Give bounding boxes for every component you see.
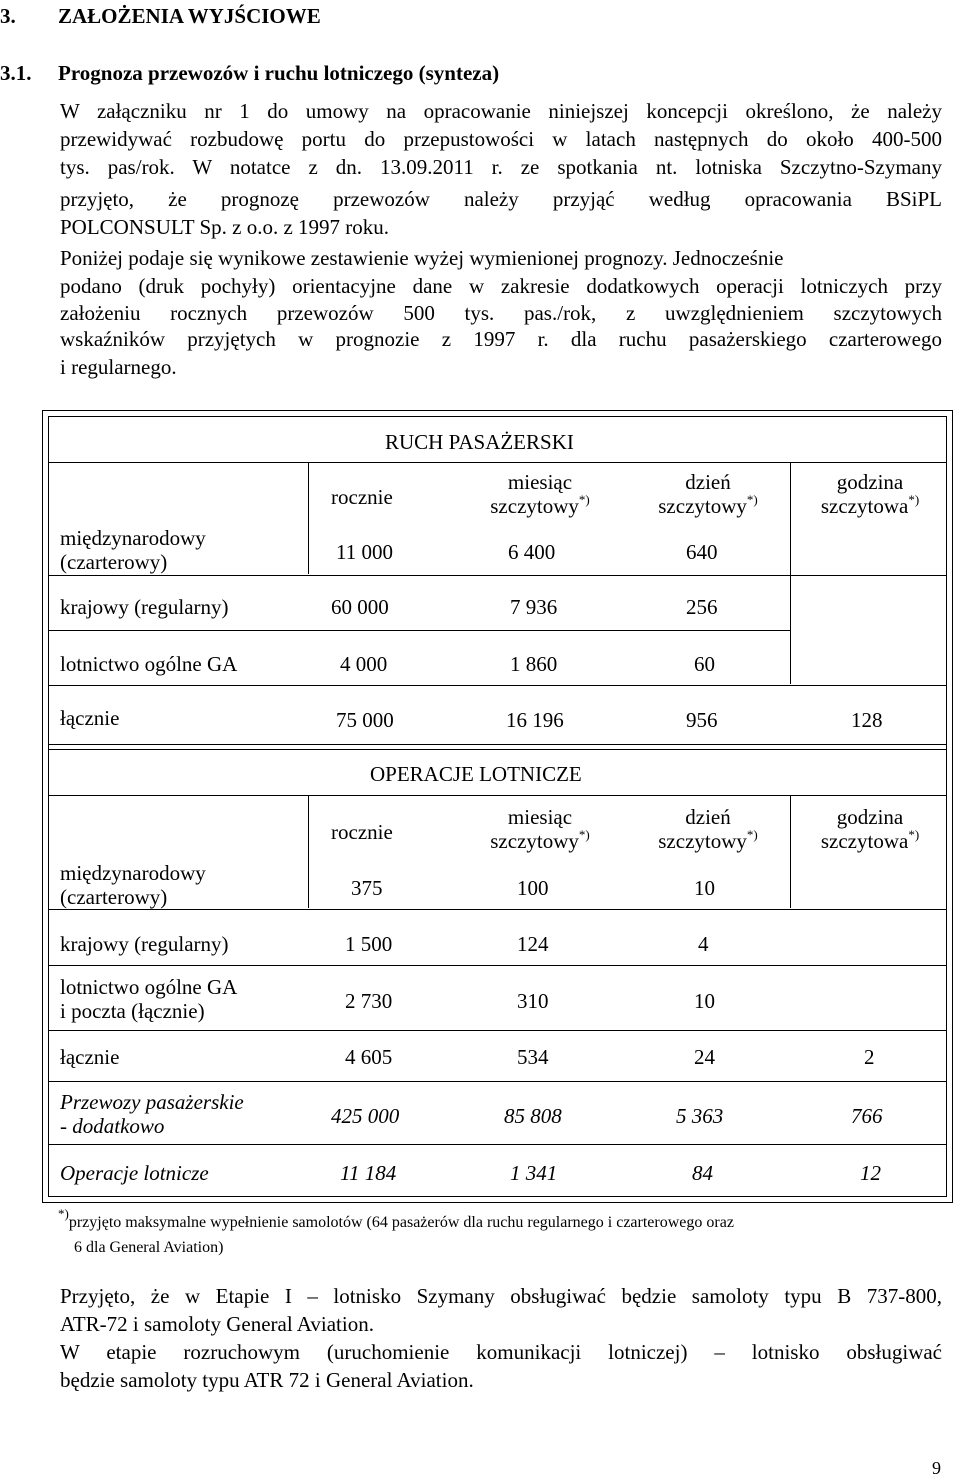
closing-line: będzie samoloty typu ATR 72 i General Aviation. <box>60 1368 474 1392</box>
divider <box>48 795 947 796</box>
intro-line: i regularnego. <box>60 355 177 379</box>
divider <box>790 795 791 908</box>
cell-day: 256 <box>686 595 718 619</box>
intro-line: POLCONSULT Sp. z o.o. z 1997 roku. <box>60 215 390 239</box>
intro-line: Poniżej podaje się wynikowe zestawienie wyżej wymienionej prognozy. Jednocześnie <box>60 246 784 270</box>
cell-annual: 425 000 <box>331 1104 400 1128</box>
subsection-title: Prognoza przewozów i ruchu lotniczego (synteza) <box>58 61 500 85</box>
divider <box>790 575 947 576</box>
divider <box>48 1144 947 1145</box>
cell-hour: 12 <box>860 1161 881 1185</box>
row-label: krajowy (regularny) <box>60 932 229 956</box>
cell-day: 60 <box>694 652 715 676</box>
header-peak-day: dzień szczytowy*) <box>658 805 758 853</box>
closing-line: Przyjęto, że w Etapie I – lotnisko Szymany obsługiwać będzie samoloty typu B 737-800, <box>60 1284 942 1308</box>
row-label: Operacje lotnicze <box>60 1161 209 1185</box>
header-peak-hour: godzina szczytowa*) <box>820 470 920 518</box>
intro-line: założeniu rocznych przewozów 500 tys. pas./rok, z uwzględnieniem szczytowych <box>60 301 942 325</box>
cell-month: 85 808 <box>504 1104 562 1128</box>
page-number: 9 <box>932 1458 941 1478</box>
cell-month: 534 <box>517 1045 549 1069</box>
header-annual: rocznie <box>331 485 393 509</box>
passenger-table-title: RUCH PASAŻERSKI <box>385 430 574 454</box>
cell-day: 5 363 <box>676 1104 724 1128</box>
cell-month: 1 860 <box>510 652 558 676</box>
row-label: międzynarodowy (czarterowy) <box>60 526 206 574</box>
cell-hour: 128 <box>851 708 883 732</box>
cell-day: 10 <box>694 876 715 900</box>
row-label: łącznie <box>60 706 120 730</box>
cell-annual: 1 500 <box>345 932 393 956</box>
cell-hour: 766 <box>851 1104 883 1128</box>
divider <box>48 909 947 910</box>
divider <box>48 685 947 686</box>
cell-annual: 75 000 <box>336 708 394 732</box>
divider <box>48 575 790 576</box>
closing-line: W etapie rozruchowym (uruchomienie komunikacji lotniczej) – lotnisko obsługiwać <box>60 1340 942 1364</box>
divider <box>48 1030 947 1031</box>
cell-day: 24 <box>694 1045 715 1069</box>
section-number: 3. <box>0 4 16 28</box>
cell-annual: 11 000 <box>336 540 393 564</box>
cell-annual: 4 605 <box>345 1045 393 1069</box>
cell-annual: 11 184 <box>340 1161 397 1185</box>
operations-table-title: OPERACJE LOTNICZE <box>370 762 582 786</box>
intro-line: przyjęto, że prognozę przewozów należy przyjąć według opracowania BSiPL <box>60 187 942 211</box>
footnote-line: 6 dla General Aviation) <box>74 1239 224 1256</box>
divider <box>48 749 947 750</box>
cell-annual: 375 <box>351 876 383 900</box>
header-peak-month: miesiąc szczytowy*) <box>490 470 590 518</box>
intro-line: wskaźników przyjętych w prognozie z 1997 r. dla ruchu pasażerskiego czarterowego <box>60 327 942 351</box>
cell-annual: 2 730 <box>345 989 393 1013</box>
cell-annual: 4 000 <box>340 652 388 676</box>
cell-day: 640 <box>686 540 718 564</box>
cell-day: 84 <box>692 1161 713 1185</box>
cell-day: 10 <box>694 989 715 1013</box>
header-peak-hour: godzina szczytowa*) <box>820 805 920 853</box>
row-label: łącznie <box>60 1045 120 1069</box>
cell-day: 4 <box>698 932 709 956</box>
row-label: krajowy (regularny) <box>60 595 229 619</box>
divider <box>48 965 947 966</box>
cell-month: 16 196 <box>506 708 564 732</box>
footnote-line: *)przyjęto maksymalne wypełnienie samolotów (64 pasażerów dla ruchu regularnego i czarterowego oraz <box>58 1206 734 1231</box>
divider <box>48 462 947 463</box>
divider <box>790 462 791 684</box>
intro-line: podano (druk pochyły) orientacyjne dane w zakresie dodatkowych operacji lotniczych przy <box>60 274 942 298</box>
cell-hour: 2 <box>864 1045 875 1069</box>
divider <box>308 795 309 908</box>
header-peak-day: dzień szczytowy*) <box>658 470 758 518</box>
cell-annual: 60 000 <box>331 595 389 619</box>
row-label: Przewozy pasażerskie - dodatkowo <box>60 1090 244 1138</box>
closing-line: ATR-72 i samoloty General Aviation. <box>60 1312 374 1336</box>
subsection-number: 3.1. <box>0 61 32 85</box>
divider <box>48 744 947 745</box>
intro-line: tys. pas/rok. W notatce z dn. 13.09.2011 r. ze spotkania nt. lotniska Szczytno-Szymany <box>60 155 942 179</box>
section-title: ZAŁOŻENIA WYJŚCIOWE <box>58 4 321 28</box>
row-label: międzynarodowy (czarterowy) <box>60 861 206 909</box>
row-label: lotnictwo ogólne GA i poczta (łącznie) <box>60 975 238 1023</box>
cell-month: 1 341 <box>510 1161 558 1185</box>
cell-month: 7 936 <box>510 595 558 619</box>
row-label: lotnictwo ogólne GA <box>60 652 238 676</box>
divider <box>48 1081 947 1082</box>
divider <box>48 630 790 631</box>
cell-month: 6 400 <box>508 540 556 564</box>
intro-line: W załączniku nr 1 do umowy na opracowanie niniejszej koncepcji określono, że należy <box>60 99 942 123</box>
header-annual: rocznie <box>331 820 393 844</box>
intro-line: przewidywać rozbudowę portu do przepustowości w latach następnych do około 400-500 <box>60 127 942 151</box>
cell-month: 124 <box>517 932 549 956</box>
cell-month: 310 <box>517 989 549 1013</box>
cell-day: 956 <box>686 708 718 732</box>
cell-month: 100 <box>517 876 549 900</box>
divider <box>308 462 309 574</box>
header-peak-month: miesiąc szczytowy*) <box>490 805 590 853</box>
